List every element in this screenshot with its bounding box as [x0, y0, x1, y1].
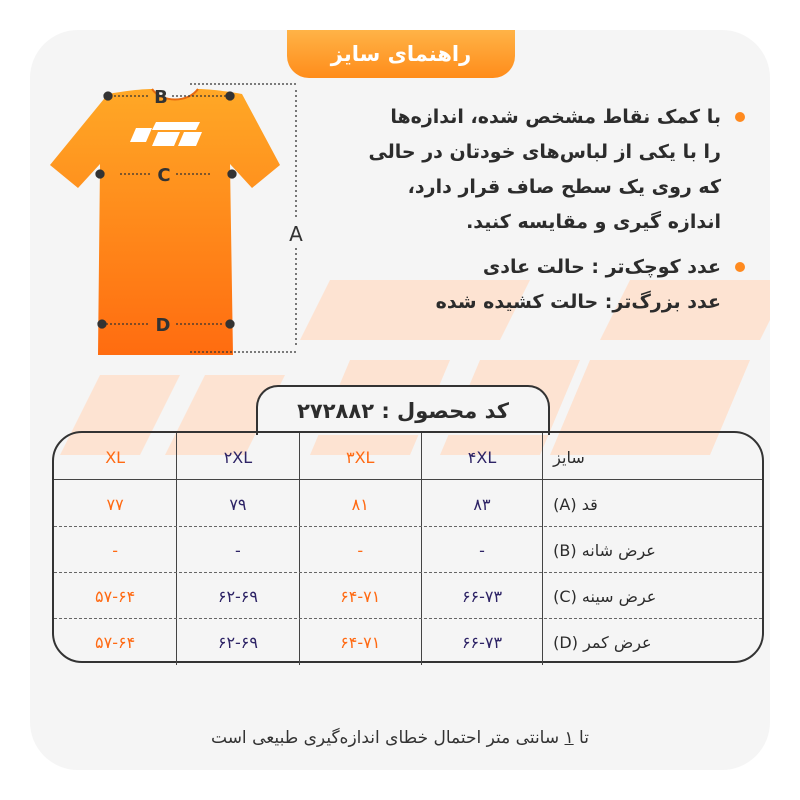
table-cell: ۷۹: [176, 481, 298, 527]
table-cell: ۵۷-۶۴: [95, 632, 136, 652]
bullet-line: که روی یک سطح صاف قرار دارد،: [407, 176, 721, 198]
header-label: سایز: [553, 447, 585, 467]
table-cell: ۷۷: [106, 494, 124, 514]
table-cell: -: [299, 527, 421, 573]
row-label: عرض کمر (D): [553, 632, 652, 652]
table-row: [54, 481, 762, 527]
table-cell: ۵۷-۶۴: [95, 586, 136, 606]
row-label: عرض شانه (B): [553, 540, 656, 560]
bullet-numbers: [325, 250, 745, 320]
footer-text: سانتی متر احتمال خطای اندازه‌گیری طبیعی است: [211, 728, 565, 748]
row-label: عرض سینه (C): [553, 586, 657, 606]
product-code: کد محصول : ۲۷۲۸۸۲: [256, 385, 550, 435]
bullet-line: با کمک نقاط مشخص شده، اندازه‌ها: [390, 106, 721, 128]
table-cell: -: [421, 527, 543, 573]
table-row: [54, 619, 762, 665]
table-header-row: [54, 433, 762, 481]
label-b: B: [154, 87, 168, 108]
table-cell: ۶۶-۷۳: [421, 573, 543, 619]
table-cell: -: [112, 540, 119, 560]
page-title: راهنمای سایز: [287, 30, 515, 78]
table-cell: ۶۲-۶۹: [176, 619, 298, 665]
table-cell: ۸۳: [421, 481, 543, 527]
label-d: D: [155, 315, 171, 336]
tshirt-diagram: [40, 70, 320, 370]
row-label: قد (A): [553, 494, 598, 514]
table-cell: ۶۴-۷۱: [299, 619, 421, 665]
size-table: [52, 431, 764, 663]
bullet-line: عدد بزرگ‌تر: حالت کشیده شده: [435, 291, 721, 313]
size-header: ۴XL: [421, 433, 543, 481]
table-cell: ۶۴-۷۱: [299, 573, 421, 619]
label-a: A: [289, 222, 303, 246]
size-header: ۳XL: [299, 433, 421, 481]
table-cell: -: [176, 527, 298, 573]
bullet-measure: [325, 100, 745, 240]
table-row: [54, 527, 762, 573]
table-cell: ۶۲-۶۹: [176, 573, 298, 619]
size-header: XL: [105, 447, 126, 467]
table-row: [54, 573, 762, 619]
bullet-line: اندازه گیری و مقایسه کنید.: [466, 211, 721, 233]
table-cell: ۸۱: [299, 481, 421, 527]
instructions: [325, 100, 745, 320]
size-header: ۲XL: [176, 433, 298, 481]
footer-number: ۱: [564, 728, 574, 748]
bullet-dot-icon: [735, 262, 745, 272]
table-cell: ۶۶-۷۳: [421, 619, 543, 665]
bullet-dot-icon: [735, 112, 745, 122]
footer-text: تا: [573, 728, 589, 748]
bullet-line: را با یکی از لباس‌های خودتان در حالی: [368, 141, 721, 163]
label-c: C: [157, 165, 171, 186]
bullet-line: عدد کوچک‌تر : حالت عادی: [482, 256, 721, 278]
footer-note: [0, 728, 800, 748]
